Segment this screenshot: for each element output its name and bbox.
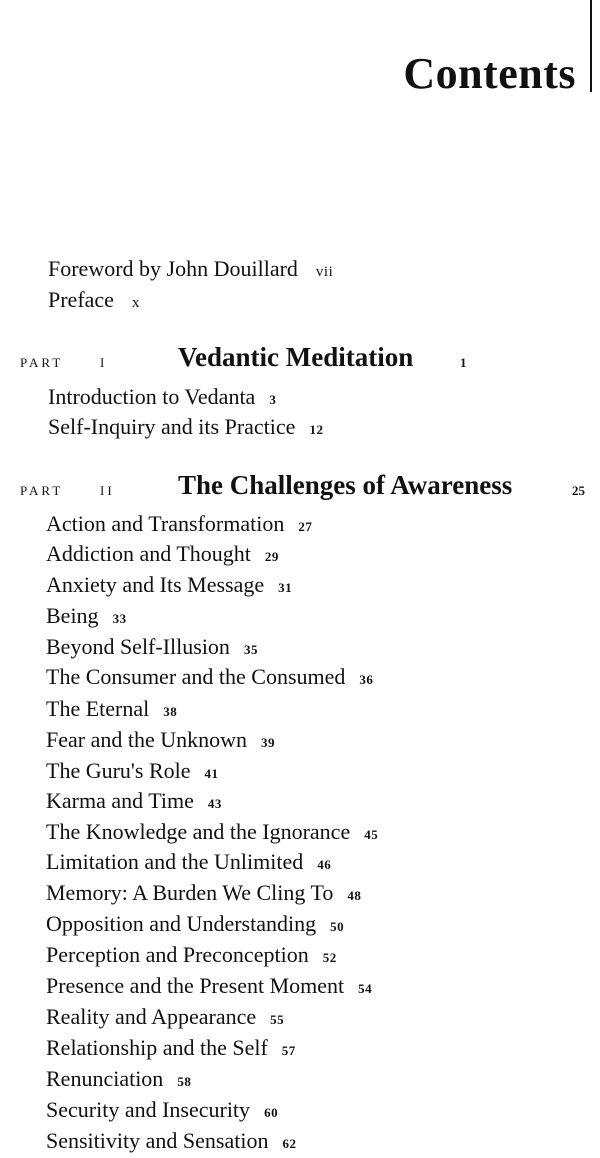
toc-entry-title: The Eternal <box>46 696 150 721</box>
toc-entry[interactable] <box>46 1037 296 1059</box>
toc-entry-page: 29 <box>264 549 279 564</box>
toc-entry-preface[interactable] <box>48 289 140 311</box>
toc-entry-title: The Consumer and the Consumed <box>46 664 346 689</box>
toc-entry-page: 39 <box>261 735 276 750</box>
toc-entry-title: Sensitivity and Sensation <box>46 1128 269 1153</box>
toc-entry-title: Reality and Appearance <box>46 1004 257 1029</box>
toc-entry[interactable] <box>46 851 331 873</box>
toc-entry-title: Anxiety and Its Message <box>46 572 265 597</box>
part-number: I <box>100 355 108 370</box>
toc-entry-title: Addiction and Thought <box>46 541 251 566</box>
toc-entry[interactable] <box>46 760 219 782</box>
toc-entry-page: 55 <box>270 1012 285 1027</box>
toc-entry[interactable] <box>46 821 378 843</box>
toc-entry[interactable] <box>46 1006 284 1028</box>
toc-entry[interactable] <box>46 574 292 596</box>
toc-entry-title: Foreword by John Douillard <box>48 256 298 281</box>
toc-entry-page: 43 <box>207 796 222 811</box>
toc-entry-page: 31 <box>278 580 293 595</box>
toc-entry-title: Memory: A Burden We Cling To <box>46 880 334 905</box>
toc-entry-page: 48 <box>347 888 362 903</box>
part-page: 25 <box>572 483 585 498</box>
toc-entry-title: Fear and the Unknown <box>46 727 248 752</box>
toc-entry-title: Renunciation <box>46 1066 164 1091</box>
toc-entry-page: 41 <box>204 766 219 781</box>
toc-entry-page: 3 <box>269 392 277 407</box>
toc-entry-title: Being <box>46 603 99 628</box>
part-label: PART <box>20 483 64 498</box>
toc-entry[interactable] <box>46 1099 278 1121</box>
toc-entry-page: 45 <box>364 827 379 842</box>
toc-entry-title: The Knowledge and the Ignorance <box>46 819 351 844</box>
toc-entry-page: 62 <box>282 1136 297 1151</box>
toc-entry-page: 38 <box>163 704 178 719</box>
toc-entry-title: Karma and Time <box>46 788 194 813</box>
toc-entry-page: 52 <box>322 950 337 965</box>
toc-entry-title: Limitation and the Unlimited <box>46 849 304 874</box>
toc-entry-title: Presence and the Present Moment <box>46 973 345 998</box>
toc-entry[interactable] <box>46 790 222 812</box>
part-heading-2[interactable] <box>0 472 600 504</box>
toc-entry-page: 46 <box>317 857 332 872</box>
part-title: Vedantic Meditation <box>178 342 414 372</box>
part-label: PART <box>20 355 64 370</box>
toc-entry[interactable] <box>46 913 344 935</box>
toc-entry[interactable] <box>48 416 323 438</box>
toc-entry[interactable] <box>46 666 373 688</box>
toc-entry-page: 36 <box>359 672 374 687</box>
toc-entry-page: 50 <box>330 919 345 934</box>
part-heading-1[interactable] <box>0 344 600 376</box>
toc-entry-page: 27 <box>298 519 313 534</box>
page-title: Contents <box>403 49 576 98</box>
toc-entry-page: x <box>131 295 140 311</box>
toc-entry[interactable] <box>46 1130 296 1152</box>
toc-entry[interactable] <box>46 605 127 627</box>
toc-entry[interactable] <box>46 944 337 966</box>
part-page: 1 <box>460 355 467 370</box>
toc-entry-page: vii <box>315 264 334 280</box>
toc-entry-title: Security and Insecurity <box>46 1097 251 1122</box>
toc-entry[interactable] <box>46 636 258 658</box>
toc-entry-page: 12 <box>309 422 324 437</box>
toc-entry-title: Action and Transformation <box>46 511 285 536</box>
toc-entry[interactable] <box>46 729 275 751</box>
toc-entry-page: 60 <box>264 1105 279 1120</box>
toc-entry[interactable] <box>46 513 312 535</box>
toc-entry[interactable] <box>48 386 276 408</box>
part-number: II <box>100 483 115 498</box>
toc-entry-title: Introduction to Vedanta <box>48 384 256 409</box>
toc-entry[interactable] <box>46 882 361 904</box>
toc-entry[interactable] <box>46 1068 191 1090</box>
toc-entry-title: Preface <box>48 287 114 312</box>
toc-entry[interactable] <box>46 698 177 720</box>
toc-entry-page: 33 <box>112 611 127 626</box>
toc-entry-title: Self-Inquiry and its Practice <box>48 414 296 439</box>
part-title: The Challenges of Awareness <box>178 470 513 500</box>
toc-entry-page: 57 <box>281 1043 296 1058</box>
toc-entry-page: 35 <box>243 642 258 657</box>
page-edge-rule <box>590 0 592 92</box>
toc-entry-page: 54 <box>358 981 373 996</box>
toc-entry-title: Relationship and the Self <box>46 1035 268 1060</box>
toc-entry-title: Opposition and Understanding <box>46 911 317 936</box>
toc-entry[interactable] <box>46 975 372 997</box>
toc-entry-title: Beyond Self-Illusion <box>46 634 230 659</box>
toc-entry-title: The Guru's Role <box>46 758 191 783</box>
toc-entry-page: 58 <box>177 1074 192 1089</box>
toc-entry-foreword[interactable] <box>48 258 333 280</box>
toc-entry-title: Perception and Preconception <box>46 942 309 967</box>
toc-entry[interactable] <box>46 543 279 565</box>
